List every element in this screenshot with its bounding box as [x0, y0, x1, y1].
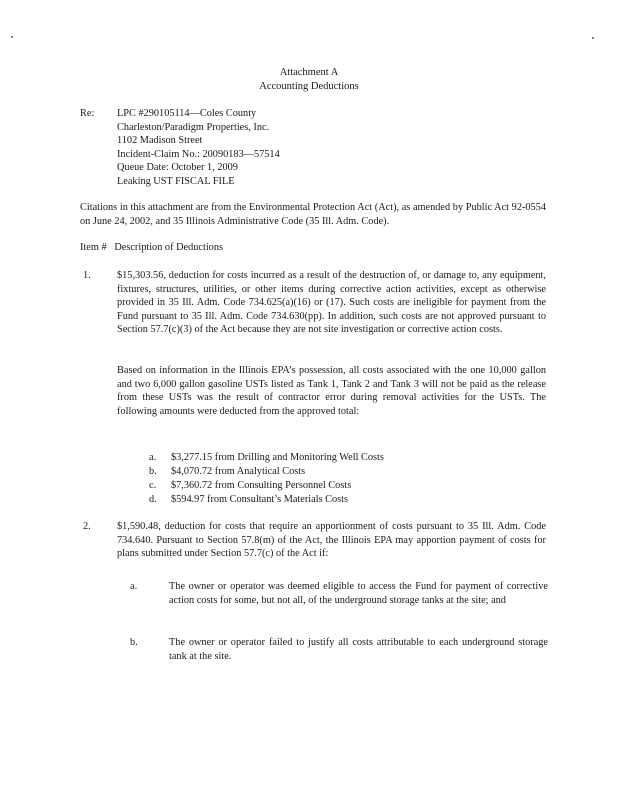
intro-paragraph: Citations in this attachment are from the Environmental Protection Act (Act), as amended by Public Act 92-0554 on June 24, 2002, and 35 Illinois Administrative Code (35 Ill. Adm. Code). [80, 202, 546, 227]
attachment-subtitle: Accounting Deductions [259, 81, 359, 92]
re-line: Leaking UST FISCAL FILE [117, 175, 235, 187]
subitem-text: $3,277.15 from Drilling and Monitoring Well Costs [171, 452, 384, 463]
re-label: Re: [80, 108, 95, 119]
subitem-text: $4,070.72 from Analytical Costs [171, 466, 306, 477]
scan-speck [592, 37, 594, 39]
subitem-letter: d. [149, 494, 157, 505]
subitem-text: $594.97 from Consultant’s Materials Costs [171, 494, 349, 505]
re-line: Incident-Claim No.: 20090183—57514 [117, 148, 280, 160]
re-line: LPC #290105114—Coles County [117, 108, 257, 119]
item-number: 1. [83, 270, 91, 281]
column-header: Item # Description of Deductions [80, 242, 223, 253]
item-1-text: $15,303.56, deduction for costs incurred as a result of the destruction of, or damage to, any equipment, fixtures, structures, utilities, or other items during corrective action activities, except as otherwise provided in 35 Ill. Adm. Code 734.625(a)(16) or (17). Such costs are ineligible for payment from the Fund pursuant to 35 Ill. Adm. Code 734.630(pp). In addition, such costs are not approved pursuant to Section 57.7(c)(3) of the Act because they are not site investigation or corrective action costs. [117, 270, 546, 336]
subitem-letter: c. [149, 480, 157, 491]
item-1-followup: Based on information in the Illinois EPA’s possession, all costs associated with the one 10,000 gallon and two 6,000 gallon gasoline USTs listed as Tank 1, Tank 2 and Tank 3 will not be paid as the release from these USTs was the result of contractor error during removal activities for the USTs. The following amounts were deducted from the approved total: [117, 365, 546, 417]
re-line: Queue Date: October 1, 2009 [117, 162, 238, 174]
subitem-letter: b. [130, 637, 138, 648]
subitem-letter: a. [130, 581, 138, 592]
item-2-text: $1,590.48, deduction for costs that require an apportionment of costs pursuant to 35 Ill. Adm. Code 734.640. Pursuant to Section 57.8(m) of the Act, the Illinois EPA may apportion payment of costs for plans submitted under Section 57.7(c) of the Act if: [117, 521, 546, 560]
re-line: 1102 Madison Street [117, 135, 203, 147]
re-block [117, 107, 537, 189]
subitem-text: The owner or operator failed to justify all costs attributable to each underground storage tank at the site. [169, 637, 548, 662]
subitem-letter: a. [149, 452, 157, 463]
scan-speck [11, 36, 13, 38]
subitem-text: The owner or operator was deemed eligible to access the Fund for payment of corrective action costs for some, but not all, of the underground storage tanks at the site; and [169, 581, 548, 606]
attachment-title: Attachment A [279, 67, 339, 78]
subitem-letter: b. [149, 466, 157, 477]
item-number: 2. [83, 521, 91, 532]
subitem-text: $7,360.72 from Consulting Personnel Costs [171, 480, 352, 491]
re-line: Charleston/Paradigm Properties, Inc. [117, 121, 270, 133]
